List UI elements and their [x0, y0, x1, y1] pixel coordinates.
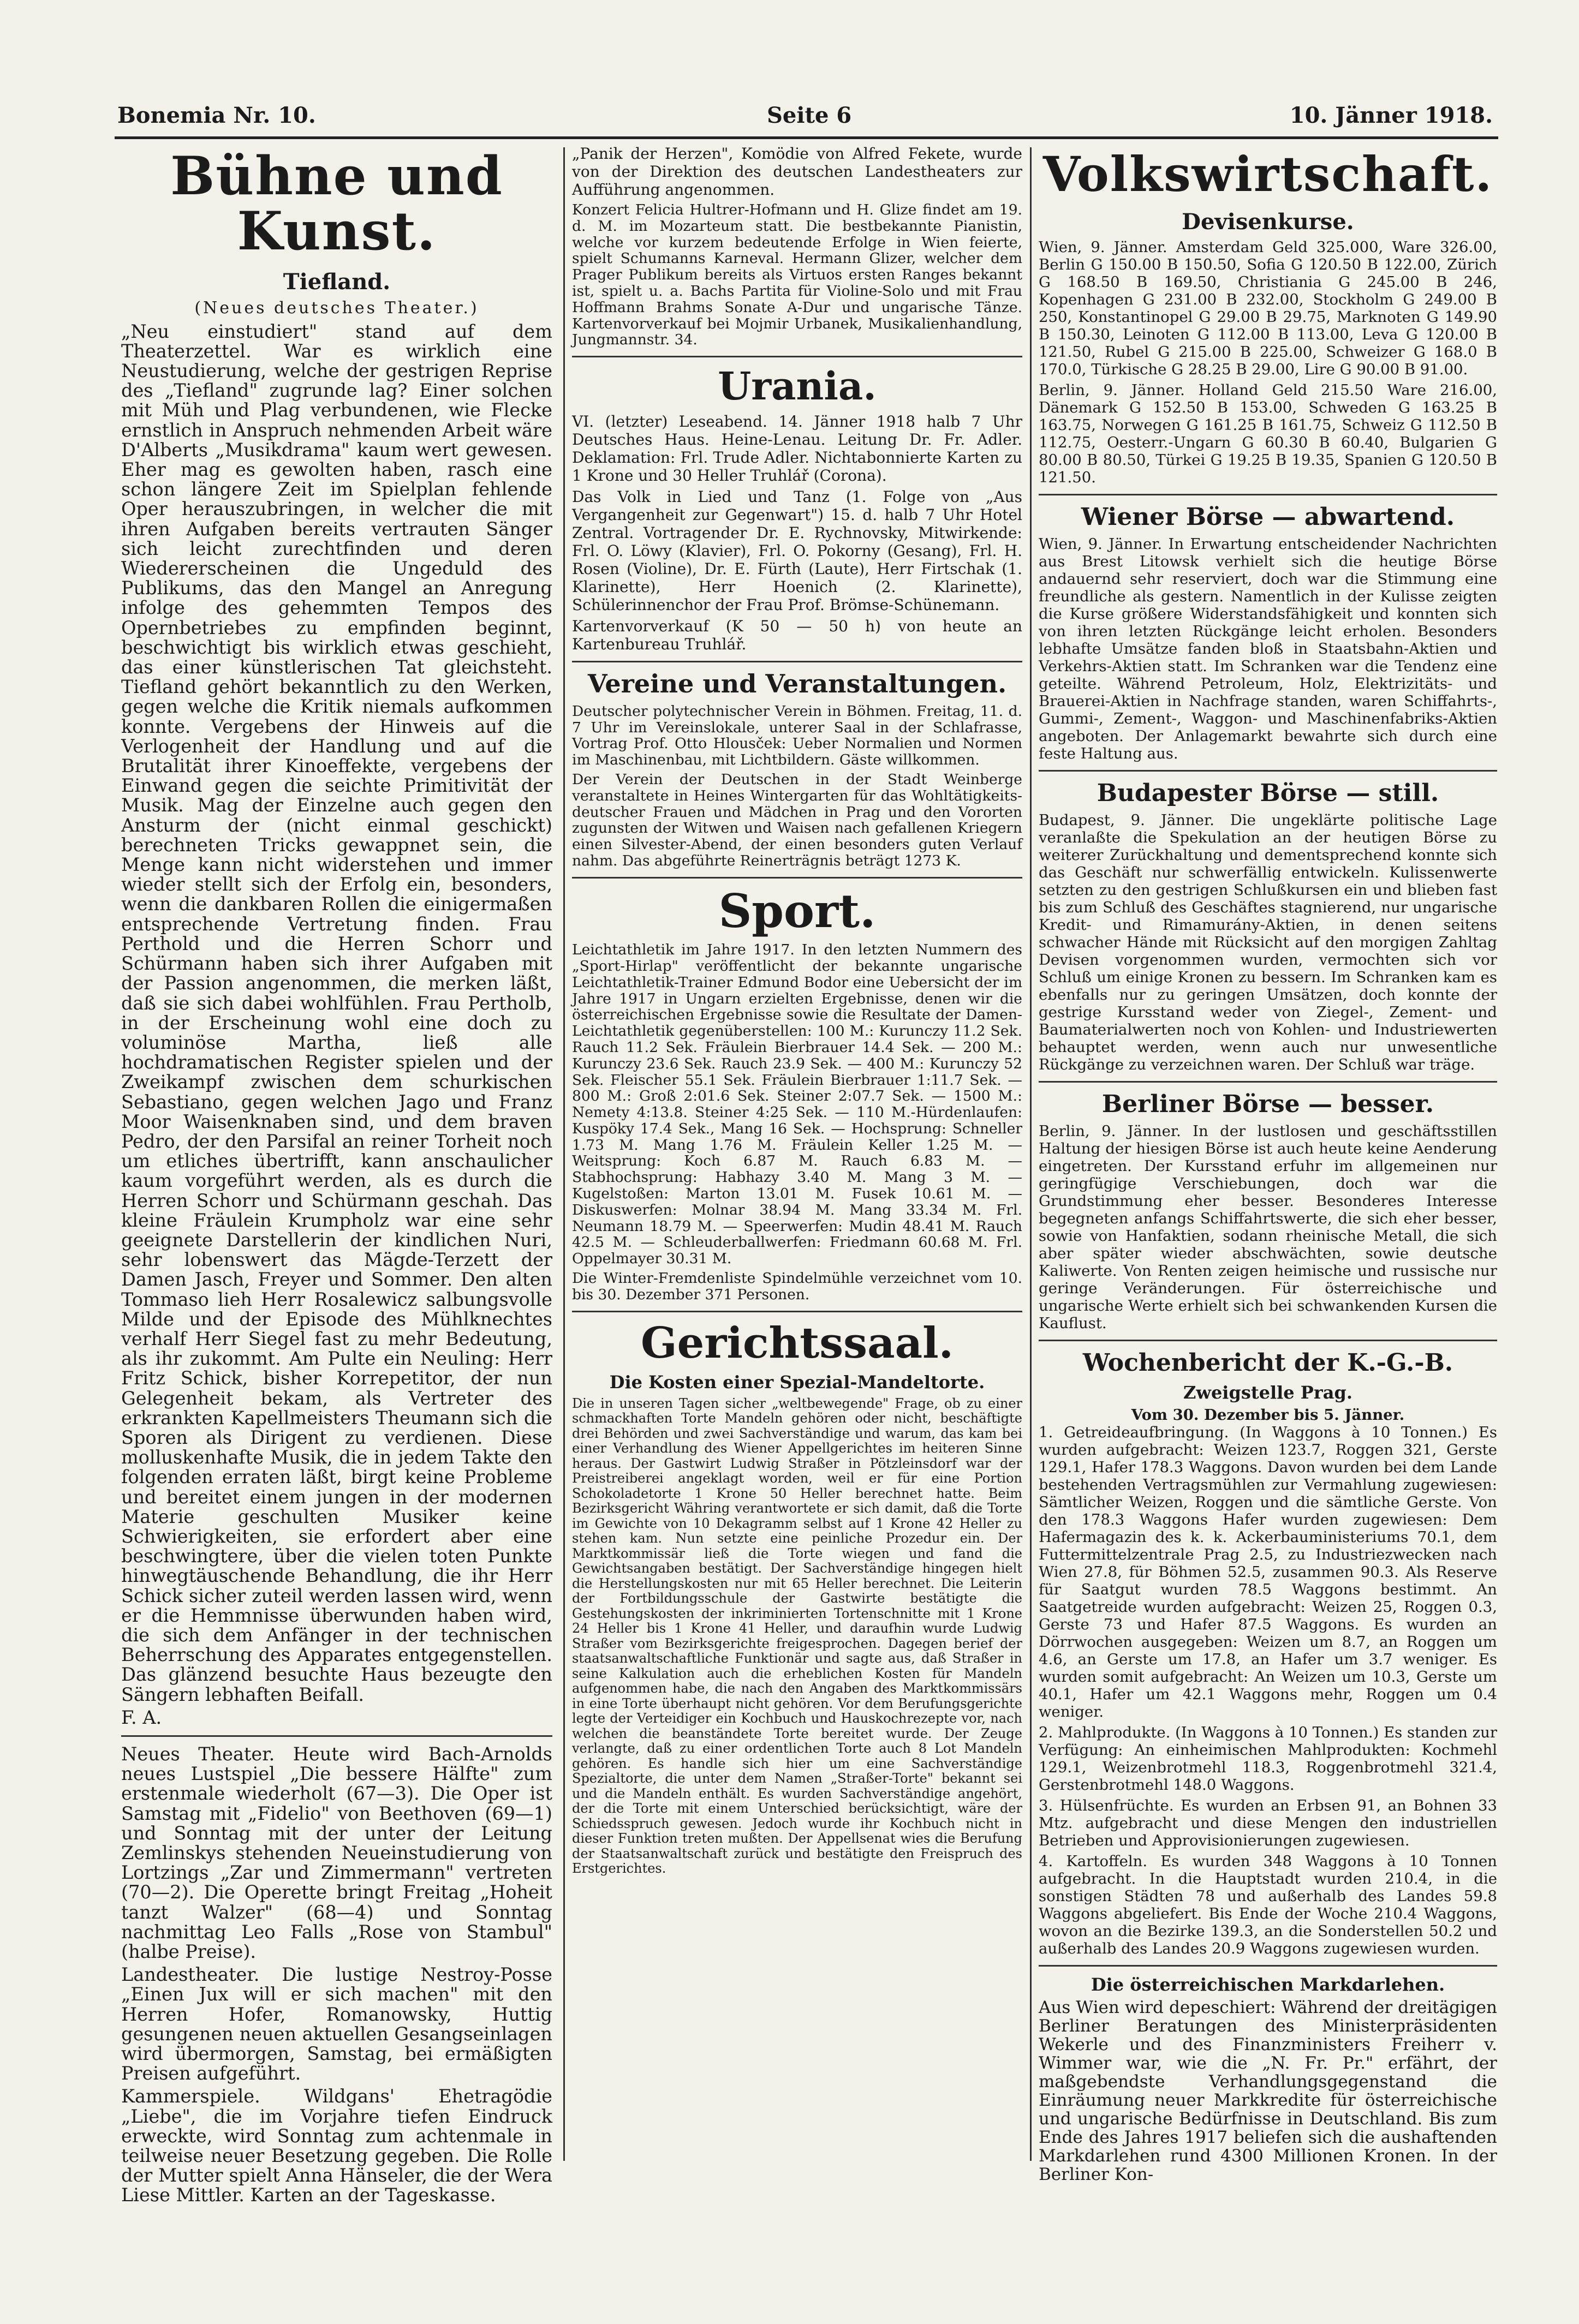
- wochenbericht-body-4: 4. Kartoffeln. Es wurden 348 Waggons à 10 Tonnen aufgebracht. In die Hauptstadt wurden 210.4, in die sonstigen Städten 78 und außerhalb des Landes 59.8 Waggons abgeliefert. Bis Ende der Woche 210.4 Waggons, wovon an die Bezirke 139.3, an die Sonderstellen 50.2 und außerhalb des Landes 20.9 Waggons zugewiesen wurden.: [1039, 1852, 1497, 1957]
- wochenbericht-body-1: 1. Getreideaufbringung. (In Waggons à 10 Tonnen.) Es wurden aufgebracht: Weizen 123.7, Roggen 321, Gerste 129.1, Hafer 178.3 Waggons. Davon wurden bei dem Lande bestehenden Vertragsmühlen zur Vermahlung zugewiesen: Sämtlicher Weizen, Roggen und die sämtliche Gerste. Von den 178.3 Waggons Hafer wurden zugewiesen: Dem Hafermagazin des k. k. Ackerbauministeriums 70.1, dem Futtermittelzentrale Prag 2.5, zu Industriezwecken nach Wien 27.8, für Böhmen 52.5, zusammen 90.3. Als Reserve für Saatgut wurden 78.5 Waggons bestimmt. An Saatgetreide wurden aufgebracht: Weizen 25, Roggen 0.3, Gerste 73 und Hafer 87.5 Waggons. Es wurden an Dörrwochen ausgegeben: Weizen um 8.7, an Roggen um 4.6, an Gerste um 17.8, an Hafer um 3.7 weniger. Es wurden somit aufgebracht: An Weizen um 10.3, Gerste um 40.1, Hafer um 42.1 Waggons mehr, Roggen um 0.4 weniger.: [1039, 1423, 1497, 1720]
- column-divider-2: [1030, 147, 1032, 2161]
- article-signature: F. A.: [121, 1706, 162, 1728]
- gericht-title: Die Kosten einer Spezial-Mandeltorte.: [609, 1372, 985, 1393]
- separator: [1039, 1965, 1497, 1967]
- sport-body-1: Leichtathletik im Jahre 1917. In den letzten Nummern des „Sport-Hirlap" veröffentlicht der bekannte ungarische Leichtathletik-Trainer Edmund Bodor eine Uebersicht der im Jahre 1917 in Ungarn erzielten Ergebnisse, denen wir die österreichischen Ergebnisse sowie die Resultate der Damen-Leichtathletik gegenüberstellen: 100 M.: Kurunczy 11.2 Sek. Rauch 11.2 Sek. Fräulein Bierbrauer 14.4 Sek. — 200 M.: Kurunczy 23.6 Sek. Rauch 23.9 Sek. — 400 M.: Kurunczy 52 Sek. Fleischer 55.1 Sek. Fräulein Bierbrauer 1:11.7 Sek. — 800 M.: Groß 2:01.6 Sek. Steiner 2:07.7 Sek. — 1500 M.: Nemety 4:13.8. Steiner 4:25 Sek. — 110 M.-Hürdenlaufen: Kuspöky 17.4 Sek., Mang 16 Sek. — Hochsprung: Schneller 1.73 M. Mang 1.76 M. Fräulein Keller 1.25 M. — Weitsprung: Koch 6.87 M. Rauch 6.83 M. — Stabhochsprung: Habhazy 3.40 M. Mang 3 M. — Kugelstoßen: Marton 13.01 M. Fusek 10.61 M. — Diskuswerfen: Molnar 38.94 M. Mang 33.34 M. Frl. Neumann 18.79 M. — Speerwerfen: Mudin 48.41 M. Rauch 42.5 M. — Schleuderballwerfen: Friedmann 60.68 M. Frl. Oppelmayer 30.31 M.: [572, 941, 1022, 1268]
- berliner-boerse-title: Berliner Börse — besser.: [1101, 1090, 1434, 1118]
- urania-body-3: Kartenvorverkauf (K 50 — 50 h) von heute an Kartenbureau Truhlář.: [572, 617, 1022, 654]
- wiener-boerse-title: Wiener Börse — abwartend.: [1081, 503, 1455, 531]
- article-body-tiefland: „Neu einstudiert" stand auf dem Theaterzettel. War es wirklich eine Neustudierung, welche der gestrigen Reprise des „Tiefland" zugrunde lag? Einer solchen mit Müh und Plag verbundenen, wie Flecke ernstlich in Anspruch nehmenden Arbeit wäre D'Alberts „Musikdrama" kaum wert gewesen. Eher mag es gewolten haben, rasch eine schon längere Zeit im Spielplan fehlende Oper herauszubringen, in welcher die mit ihren Aufgaben bereits vertrauten Sänger sich leicht zurechtfinden und deren Wiedererscheinen die Ungeduld des Publikums, das den Mangel an Anregung infolge des gehemmten Tempos des Opernbetriebes zu empfinden beginnt, beschwichtigt bis wirklich etwas geschieht, das einer künstlerischen Tat gleichsteht. Tiefland gehört bekanntlich zu den Werken, gegen welche die Kritik niemals aufkommen konnte. Vergebens der Hinweis auf die Verlogenheit der Handlung und auf die Brutalität ihrer Kinoeffekte, vergebens der Einwand gegen die seichte Primitivität der Musik. Mag der Einzelne auch gegen den Ansturm der (nicht einmal geschickt) berechneten Tricks gewappnet sein, die Menge kann nicht widerstehen und immer wieder stellt sich der Erfolg ein, besonders, wenn die dankbaren Rollen die einigermaßen entsprechende Vertretung finden. Frau Perthold und die Herren Schorr und Schürmann haben sich ihrer Aufgaben mit der Passion angenommen, die merken läßt, daß sie sich dabei wohlfühlen. Frau Pertholb, in der Erscheinung wohl eine doch zu voluminöse Martha, ließ alle hochdramatischen Register spielen und der Zweikampf zwischen dem schurkischen Sebastiano, gegen welchen Jago und Franz Moor Waisenknaben sind, und dem braven Pedro, der den Parsifal an reiner Torheit noch um etliches übertrifft, kann anschaulicher kaum vorgeführt werden, als es durch die Herren Schorr und Schürmann geschah. Das kleine Fräulein Krumpholz war eine sehr geeignete Darstellerin der kindlichen Nuri, sehr lobenswert das Mägde-Terzett der Damen Jasch, Freyer und Sommer. Den alten Tommaso lieh Herr Rosalewicz salbungsvolle Milde und der Episode des Mühlknechtes verhalf Herr Siegel fast zu mehr Bedeutung, als ihr zukommt. Am Pulte ein Neuling: Herr Fritz Schick, bisher Korrepetitor, der nun Gelegenheit bekam, als Vertreter des erkrankten Kapellmeisters Theumann sich die Sporen als Dirigent zu verdienen. Diese molluskenhafte Musik, die in jedem Takte den folgenden erraten läßt, birgt keine Probleme und bereitet einem jungen in der modernen Materie geschulten Musiker keine Schwierigkeiten, sie erfordert aber eine beschwingtere, über die vielen toten Punkte hinwegtäuschende Behandlung, die ihr Herr Schick sicher zuteil werden lassen wird, wenn er die Hemmnisse überwunden haben wird, die sich dem Anfänger in der technischen Beherrschung des Apparates entgegenstellen. Das glänzend besuchte Haus bezeugte den Sängern lebhaften Beifall.: [121, 320, 552, 1705]
- article-konzert: Konzert Felicia Hultrer-Hofmann und H. Glize findet am 19. d. M. im Mozarteum statt. Die bestbekannte Pianistin, welche vor kurzem bedeutende Erfolge in Wien feierte, spielt Schumanns Karneval. Hermann Glizer, welcher dem Prager Publikum bereits als Virtuos ersten Ranges bekannt ist, spielt u. a. Bachs Partita für Violine-Solo und mit Frau Hoffmann Brahms Sonate A-Dur und ungarische Tänze. Kartenvorverkauf bei Mojmir Urbanek, Musikalienhandlung, Jungmannstr. 34.: [572, 201, 1022, 349]
- section-heading-urania: Urania.: [718, 363, 877, 409]
- vereine-body-1: Deutscher polytechnischer Verein in Böhmen. Freitag, 11. d. 7 Uhr im Vereinslokale, unterer Saal in der Schlafrasse, Vortrag Prof. Otto Hlousček: Ueber Normalien und Normen im Maschinenbau, mit Lichtbildern. Gäste willkommen.: [572, 702, 1022, 769]
- section-heading-gerichtssaal: Gerichtssaal.: [641, 1318, 954, 1368]
- budapester-boerse-body: Budapest, 9. Jänner. Die ungeklärte politische Lage veranlaßte die Spekulation an der heutigen Börse zu weiterer Zurückhaltung und dementsprechend konnte sich das Geschäft nur schwerfällig entwickeln. Kulissenwerte setzten zu den gestrigen Schlußkursen ein und blieben fast bis zum Schluß des Geschäftes stagnierend, nur ungarische Kredit- und Rimamurány-Aktien, in denen seitens schwacher Hände mit Rücksicht auf den morgigen Zahltag Devisen vorgenommen wurden, vermochten sich vor Schluß um einige Kronen zu bessern. Im Schranken kam es ebenfalls nur zu geringen Umsätzen, doch konnte der gestrige Kursstand weder von Ziegel-, Zement- und Baumaterialwerten noch von Kohlen- und Industriewerten behauptet werden, wenn auch nur unwesentliche Rückgänge zu verzeichnen waren. Der Schluß war träge.: [1039, 811, 1497, 1073]
- wochenbericht-body-3: 3. Hülsenfrüchte. Es wurden an Erbsen 91, an Bohnen 33 Mtz. aufgebracht und diese Mengen den industriellen Betrieben und Approvisionierungen zugewiesen.: [1039, 1796, 1497, 1849]
- gericht-body: Die in unseren Tagen sicher „weltbewegende" Frage, ob zu einer schmackhaften Torte Mandeln gehören oder nicht, beschäftigte drei Behörden und zwei Sachverständige und warum, das kam bei einer Verhandlung des Wiener Appellgerichtes im heiteren Sinne heraus. Der Gastwirt Ludwig Straßer in Pötzleinsdorf war der Preistreiberei angeklagt worden, weil er für eine Portion Schokoladetorte 1 Krone 50 Heller berechnet hatte. Beim Bezirksgericht Währing verantwortete er sich damit, daß die Torte im Gewichte von 10 Dekagramm selbst auf 1 Krone 42 Heller zu stehen kam. Nun setzte eine peinliche Prozedur ein. Der Marktkommissär ließ die Torte wiegen und fand die Gewichtsangaben bestätigt. Der Sachverständige hingegen hielt die Herstellungskosten nur mit 65 Heller berechnet. Die Leiterin der Fortbildungsschule der Gastwirte bestätigte die Gestehungskosten der inkriminierten Tortenschnitte mit 1 Krone 24 Heller bis 1 Krone 41 Heller, und daraufhin wurde Ludwig Straßer vom Bezirksgerichte freigesprochen. Dagegen berief der staatsanwaltschaftliche Funktionär und sagte aus, daß Straßer in seine Kalkulation auch die erheblichen Kosten für Mandeln aufgenommen habe, die nach den Angaben des Marktkommissärs in eine Torte überhaupt nicht gehören. Vor dem Berufungsgerichte legte der Verteidiger ein Kochbuch und Hauskochrezepte vor, nach welchen die beanständete Torte bereitet wurde. Der Zeuge verlangte, daß zu einer ordentlichen Torte auch 8 Lot Mandeln gehören. Es handle sich hier um eine Sachverständige Spezialtorte, die unter dem Namen „Straßer-Torte" bekannt sei und die Mandeln enthält. Es wurden Sachverständige angehört, der die Torte mit einem Unterschied berücksichtigt, wäre der Schiedsspruch gewesen. Jedoch wurde ihr Kochbuch nicht in dieser Funktion treten mußten. Der Appellsenat wies die Berufung der Staatsanwaltschaft zurück und bestätigte den Freispruch des Erstgerichtes.: [572, 1395, 1022, 1877]
- devisen-title: Devisenkurse.: [1182, 209, 1354, 235]
- column-2: [572, 145, 1022, 1880]
- column-divider-1: [563, 147, 565, 2161]
- separator: [1039, 494, 1497, 495]
- berliner-boerse-body: Berlin, 9. Jänner. In der lustlosen und geschäftsstillen Haltung der hiesigen Börse ist auch heute keine Aenderung eingetreten. Der Kursstand erfuhr im allgemeinen nur geringfügige Verschiebungen, doch war die Grundstimmung eher besser. Besonderes Interesse begegneten anfangs Schiffahrtswerte, die sich eher besser, sowie von Hanfaktien, sodann rheinische Metall, die sich aber später wieder abschwächten, sowie deutsche Kaliwerte. Von Renten zeigen heimische und russische nur geringe Veränderungen. Für österreichische und ungarische Werte erhielt sich bei schwankenden Kursen die Kauflust.: [1039, 1122, 1497, 1332]
- markdarlehen-title: Die österreichischen Markdarlehen.: [1091, 1974, 1445, 1995]
- wochenbericht-body-2: 2. Mahlprodukte. (In Waggons à 10 Tonnen.) Es standen zur Verfügung: An einheimischen Mahlprodukten: Kochmehl 129.1, Weizenbrotmehl 118.3, Roggenbrotmehl 321.4, Gerstenbrotmehl 148.0 Waggons.: [1039, 1723, 1497, 1794]
- header-rule: [115, 136, 1498, 139]
- article-title-tiefland: Tiefland.: [283, 268, 391, 295]
- header-left: Bonemia Nr. 10.: [117, 103, 316, 128]
- section-heading-sport: Sport.: [718, 883, 876, 938]
- header-date: 10. Jänner 1918.: [1289, 103, 1493, 128]
- article-kammerspiele: Kammerspiele. Wildgans' Ehetragödie „Liebe", die im Vorjahre tiefen Eindruck erweckte, wird Sonntag zum achtenmale in teilweise neuer Besetzung gegeben. Die Rolle der Mutter spielt Anna Hänseler, die der Wera Liese Mittler. Karten an der Tageskasse.: [121, 2086, 552, 2206]
- separator: [121, 1735, 552, 1737]
- header-page-number: Seite 6: [767, 103, 852, 128]
- devisen-body-wien: Wien, 9. Jänner. Amsterdam Geld 325.000, Ware 326.00, Berlin G 150.00 B 150.50, Sofia G 120.50 B 122.00, Zürich G 168.50 B 169.50, Christiania G 245.00 B 246, Kopenhagen G 231.00 B 232.00, Stockholm G 249.00 B 250, Konstantinopel G 29.00 B 29.75, Marknoten G 149.90 B 150.30, Leinoten G 112.00 B 113.00, Leva G 120.00 B 121.50, Rubel G 215.00 B 225.00, Schweizer G 168.0 B 170.0, Türkische G 28.25 B 29.00, Lire G 90.00 B 91.00.: [1039, 238, 1497, 379]
- separator: [572, 877, 1022, 879]
- column-3: [1039, 145, 1497, 2187]
- section-heading-volkswirtschaft: Volkswirtschaft.: [1042, 146, 1493, 202]
- article-neues-theater: Neues Theater. Heute wird Bach-Arnolds neues Lustspiel „Die bessere Hälfte" zum erstenmale wiederholt (67—3). Die Oper ist Samstag mit „Fidelio" von Beethoven (69—1) und Sonntag mit der unter der Leitung Zemlinskys stehenden Neueinstudierung von Lortzings „Zar und Zimmermann" vertreten (70—2). Die Operette bringt Freitag „Hoheit tanzt Walzer" (68—4) und Sonntag nachmittag Leo Falls „Rose von Stambul" (halbe Preise).: [121, 1743, 552, 1963]
- separator: [1039, 1081, 1497, 1083]
- urania-body-2: Das Volk in Lied und Tanz (1. Folge von „Aus Vergangenheit zur Gegenwart") 15. d. halb 7 Uhr Hotel Zentral. Vortragender Dr. E. Rychnovsky, Mitwirkende: Frl. O. Löwy (Klavier), Frl. O. Pokorny (Gesang), Frl. H. Rosen (Violine), Dr. E. Fürth (Laute), Herr Firtschak (1. Klarinette), Herr Hoenich (2. Klarinette), Schülerinnenchor der Frau Prof. Brömse-Schünemann.: [572, 488, 1022, 614]
- wochenbericht-title: Wochenbericht der K.-G.-B.: [1082, 1348, 1453, 1377]
- devisen-body-berlin: Berlin, 9. Jänner. Holland Geld 215.50 Ware 216.00, Dänemark G 152.50 B 153.00, Schweden G 163.25 B 163.75, Norwegen G 161.25 B 161.75, Schweiz G 112.50 B 112.75, Oesterr.-Ungarn G 60.30 B 60.40, Bulgarien G 80.00 B 80.50, Türkei G 19.25 B 19.35, Spanien G 120.50 B 121.50.: [1039, 381, 1497, 487]
- sport-body-2: Die Winter-Fremdenliste Spindelmühle verzeichnet vom 10. bis 30. Dezember 371 Personen.: [572, 1270, 1022, 1303]
- article-panik: „Panik der Herzen", Komödie von Alfred Fekete, wurde von der Direktion des deutschen Landestheaters zur Aufführung angenommen.: [572, 145, 1022, 199]
- markdarlehen-body: Aus Wien wird depeschiert: Während der dreitägigen Berliner Beratungen des Ministerpräsidenten Wekerle und des Finanzministers Freiherr v. Wimmer war, wie die „N. Fr. Pr." erfährt, der maßgebendste Verhandlungsgegenstand die Einräumung neuer Markkredite für österreichische und ungarische Bedürfnisse in Deutschland. Bis zum Ende des Jahres 1917 beliefen sich die aushaftenden Markdarlehen rund 4300 Millionen Kronen. In der Berliner Kon-: [1039, 1998, 1497, 2185]
- budapester-boerse-title: Budapester Börse — still.: [1097, 779, 1439, 808]
- urania-body-1: VI. (letzter) Leseabend. 14. Jänner 1918 halb 7 Uhr Deutsches Haus. Heine-Lenau. Leitung Dr. Fr. Adler. Deklamation: Frl. Trude Adler. Nichtabonnierte Karten zu 1 Krone und 30 Heller Truhlář (Corona).: [572, 413, 1022, 485]
- wochenbericht-subtitle: Zweigstelle Prag.: [1183, 1382, 1352, 1403]
- wiener-boerse-body: Wien, 9. Jänner. In Erwartung entscheidender Nachrichten aus Brest Litowsk verhielt sich die heutige Börse andauernd sehr reserviert, doch war die Stimmung eine freundliche als gestern. Namentlich in der Kulisse zeigten die Kurse größere Widerstandsfähigkeit und konnten sich von ihren letzten Rückgänge leicht erholen. Besonders lebhafte Umsätze fanden bloß in Staatsbahn-Aktien und Verkehrs-Aktien statt. Im Schranken war die Tendenz eine geteilte. Während Petroleum, Holz, Elektrizitäts- und Brauerei-Aktien in Nachfrage standen, waren Schiffahrts-, Gummi-, Zement-, Waggon- und Maschinenfabriks-Aktien angeboten. Der Anlagemarkt bewahrte sich durch eine feste Haltung aus.: [1039, 535, 1497, 763]
- section-heading-vereine: Vereine und Veranstaltungen.: [587, 669, 1007, 699]
- separator: [572, 661, 1022, 662]
- wochenbericht-dates: Vom 30. Dezember bis 5. Jänner.: [1131, 1406, 1405, 1424]
- page-header: [117, 103, 1493, 135]
- separator: [1039, 1340, 1497, 1341]
- separator: [1039, 770, 1497, 772]
- vereine-body-2: Der Verein der Deutschen in der Stadt Weinberge veranstaltete in Heines Wintergarten für das Wohltätigkeits-deutscher Frauen und Mädchen in Prag und den Vororten zugunsten der Witwen und Waisen nach gefallenen Kriegern einen Silvester-Abend, der einen besonders guten Verlauf nahm. Das abgeführte Reinerträgnis beträgt 1273 K.: [572, 770, 1022, 869]
- separator: [572, 1311, 1022, 1312]
- article-subtitle: (Neues deutsches Theater.): [194, 298, 479, 318]
- column-1: [121, 145, 552, 2209]
- separator: [572, 356, 1022, 357]
- section-heading-buehne: Bühne und Kunst.: [170, 145, 503, 262]
- article-landestheater: Landestheater. Die lustige Nestroy-Posse „Einen Jux will er sich machen" mit den Herren Hofer, Romanowsky, Huttig gesungenen neuen aktuellen Gesangseinlagen wird übermorgen, Samstag, bei ermäßigten Preisen aufgeführt.: [121, 1964, 552, 2084]
